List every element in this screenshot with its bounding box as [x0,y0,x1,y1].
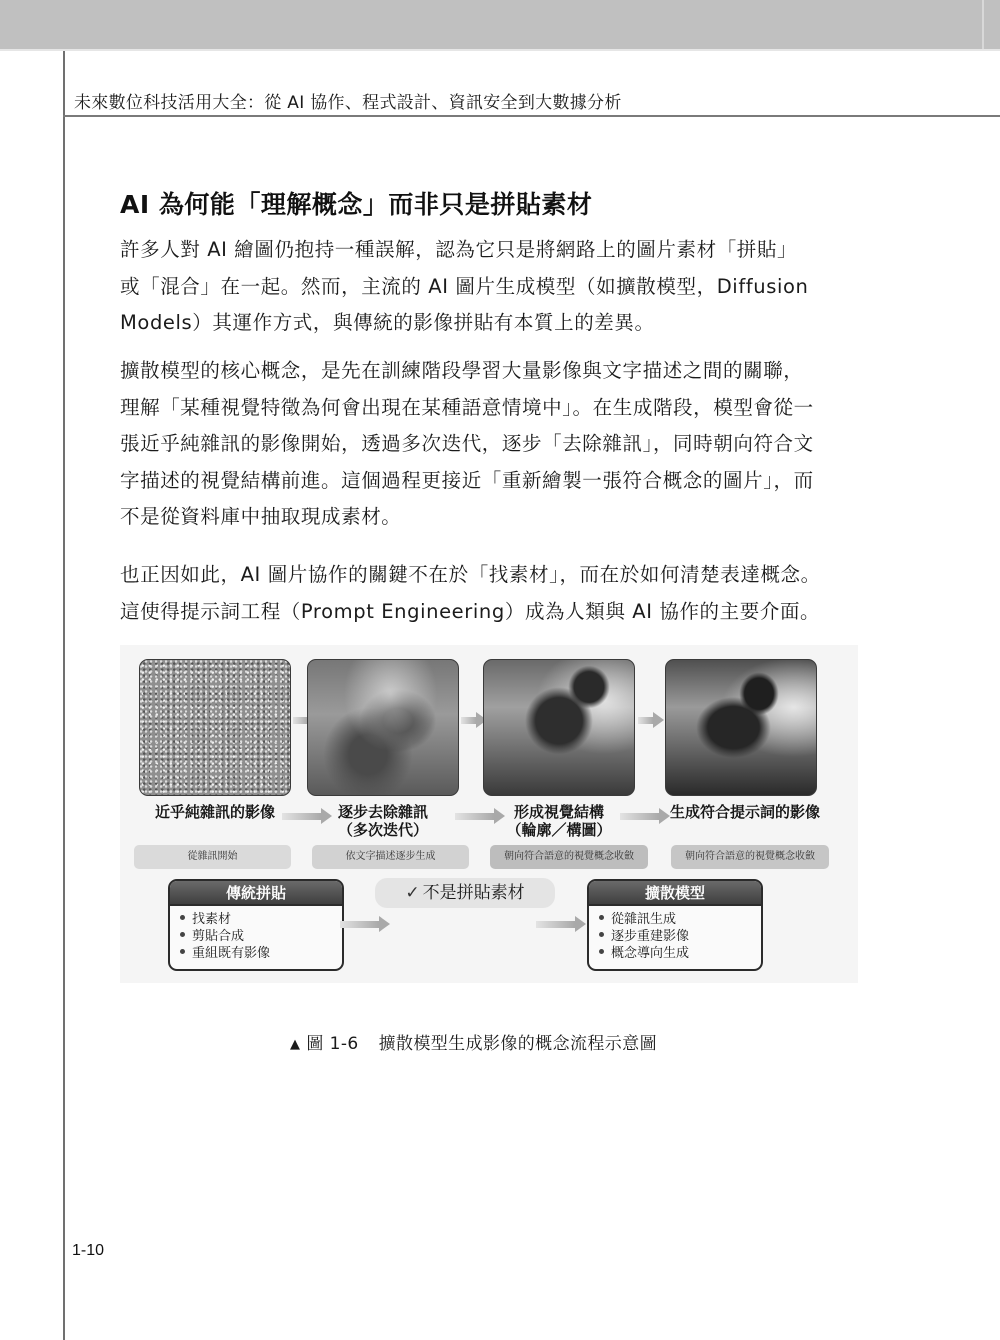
paragraph-line: 不是從資料庫中抽取現成素材。 [120,505,402,528]
step-label-line: 生成符合提示詞的影像 [669,803,820,821]
diffusion-process-figure [120,645,858,983]
step-1-note: 從雜訊開始 [134,845,291,869]
list-item [599,928,761,945]
triangle-marker-icon: ▲ [290,1037,301,1052]
list-item-text: 找素材 [192,912,232,927]
list-item [599,911,761,928]
page-number: 1-10 [72,1242,105,1259]
paragraph-line: 許多人對 AI 繪圖仍抱持一種誤解，認為它只是將網路上的圖片素材「拼貼」 [120,238,798,261]
paragraph-2 [120,353,860,536]
paragraph-line: 字描述的視覺結構前進。這個過程更接近「重新繪製一張符合概念的圖片」，而 [120,468,814,492]
step-4-note: 朝向符合語意的視覺概念收斂 [671,845,829,869]
diffusion-model-box [587,879,763,971]
step-label-line: 形成視覺結構 [513,803,604,821]
list-item [180,928,342,945]
list-item-text: 逐步重建影像 [611,929,690,944]
paragraph-line: Models）其運作方式，與傳統的影像拼貼有本質上的差異。 [120,311,655,334]
check-icon: ✓ [405,883,420,903]
header-rule [63,115,1000,117]
step-label-line: 近乎純雜訊的影像 [154,803,275,821]
top-band-edge-line [982,0,984,51]
list-item [180,945,342,962]
step-2-note: 依文字描述逐步生成 [312,845,469,869]
list-item-text: 重組既有影像 [192,946,271,961]
arrow-right-icon [536,917,586,931]
list-item [599,945,761,962]
list-item [180,911,342,928]
dinosaur-structure-image [483,659,635,796]
pure-noise-image [139,659,291,796]
dinosaur-final-image [665,659,817,796]
paragraph-line: 這使得提示詞工程（Prompt Engineering）成為人類與 AI 協作的主要介面。 [120,599,821,623]
bullet-icon [599,932,604,937]
top-band-bottom-line [0,49,1000,51]
list-item-text: 從雜訊生成 [611,912,677,927]
left-margin-rule [63,51,65,1340]
paragraph-line: 張近乎純雜訊的影像開始，透過多次迭代，逐步「去除雜訊」，同時朝向符合文 [120,432,814,455]
step-label-line: （輪廓／構圖） [506,821,612,839]
step-3-label [483,803,635,839]
section-title: AI 為何能「理解概念」而非只是拼貼素材 [120,190,593,219]
diffusion-model-title: 擴散模型 [589,881,761,906]
list-item-text: 剪貼合成 [192,929,245,944]
arrow-right-icon [638,713,664,727]
bullet-icon [180,915,185,920]
figure-caption-text: 擴散模型生成影像的概念流程示意圖 [378,1034,657,1054]
traditional-collage-title: 傳統拼貼 [170,881,342,906]
arrow-right-icon [340,917,390,931]
paragraph-3 [120,557,860,630]
bullet-icon [599,915,604,920]
step-1-label [139,803,291,821]
figure-number: 圖 1-6 [306,1034,359,1054]
bullet-icon [599,949,604,954]
traditional-collage-box [168,879,344,971]
paragraph-1 [120,232,860,342]
running-header-title: 未來數位科技活用大全：從 AI 協作、程式設計、資訊安全到大數據分析 [74,93,622,113]
step-label-line: 逐步去除雜訊 [337,803,428,821]
paragraph-line: 或「混合」在一起。然而，主流的 AI 圖片生成模型（如擴散模型，Diffusion [120,274,809,298]
step-label-line: （多次迭代） [337,821,428,839]
step-3-note: 朝向符合語意的視覺概念收斂 [490,845,648,869]
bullet-icon [180,949,185,954]
step-4-label [650,803,840,821]
list-item-text: 概念導向生成 [611,946,690,961]
not-collage-label: 不是拼貼素材 [422,883,525,903]
paragraph-line: 也正因如此，AI 圖片協作的關鍵不在於「找素材」，而在於如何清楚表達概念。 [120,563,821,586]
paragraph-line: 擴散模型的核心概念，是先在訓練階段學習大量影像與文字描述之間的關聯， [120,359,804,382]
bullet-icon [180,932,185,937]
step-2-label [307,803,459,839]
paragraph-line: 理解「某種視覺特徵為何會出現在某種語意情境中」。在生成階段，模型會從一 [120,395,814,419]
top-margin-band [0,0,1000,51]
not-collage-badge [375,878,555,908]
partially-denoised-image [307,659,459,796]
figure-caption [290,1029,657,1054]
